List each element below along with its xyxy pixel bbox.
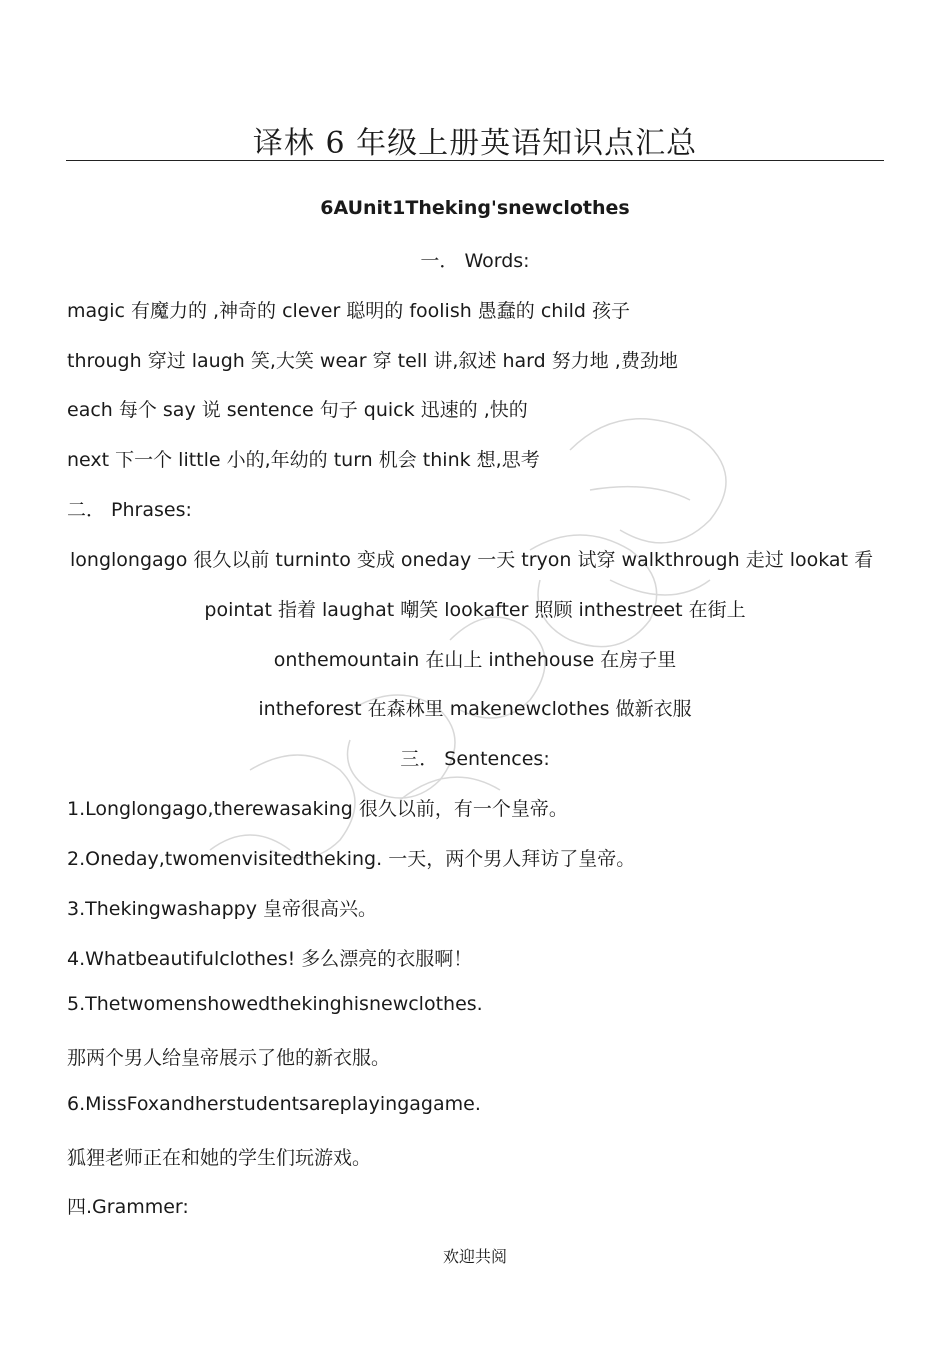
phrases-line: pointat 指着 laughat 嘲笑 lookafter 照顾 inthestreet 在街上 — [204, 599, 746, 621]
sentence-line: 2.Oneday,twomenvisitedtheking. 一天，两个男人拜访了皇帝。 — [67, 848, 636, 870]
sentence-line: 1.Longlongago,therewasaking 很久以前，有一个皇帝。 — [67, 798, 568, 820]
phrases-line: intheforest 在森林里 makenewclothes 做新衣服 — [258, 698, 692, 720]
grammar-heading: 四.Grammer: — [67, 1196, 189, 1218]
sentence-line: 那两个男人给皇帝展示了他的新衣服。 — [67, 1047, 391, 1069]
page-footer: 欢迎共阅 — [442, 1247, 507, 1266]
sentence-line: 5.Thetwomenshowedthekinghisnewclothes. — [67, 993, 483, 1015]
words-heading: 一． Words: — [420, 250, 530, 272]
words-line: magic 有魔力的 ,神奇的 clever 聪明的 foolish 愚蠢的 child 孩子 — [67, 300, 630, 322]
words-line: each 每个 say 说 sentence 句子 quick 迅速的 ,快的 — [67, 399, 528, 421]
sentence-line: 狐狸老师正在和她的学生们玩游戏。 — [67, 1147, 372, 1169]
sentence-line: 6.MissFoxandherstudentsareplayingagame. — [67, 1093, 481, 1115]
sentences-heading: 三． Sentences: — [400, 748, 550, 770]
title-divider — [66, 160, 884, 161]
words-line: next 下一个 little 小的,年幼的 turn 机会 think 想,思考 — [67, 449, 540, 471]
sentence-line: 4.Whatbeautifulclothes! 多么漂亮的衣服啊！ — [67, 948, 473, 970]
sentence-line: 3.Thekingwashappy 皇帝很高兴。 — [67, 898, 378, 920]
words-line: through 穿过 laugh 笑,大笑 wear 穿 tell 讲,叙述 hard 努力地 ,费劲地 — [67, 350, 678, 372]
unit-heading: 6AUnit1Theking'snewclothes — [320, 197, 630, 219]
phrases-line: onthemountain 在山上 inthehouse 在房子里 — [273, 649, 677, 671]
phrases-line: longlongago 很久以前 turninto 变成 oneday 一天 tryon 试穿 walkthrough 走过 lookat 看 — [70, 549, 874, 571]
page-title: 译林 6 年级上册英语知识点汇总 — [252, 126, 698, 161]
phrases-heading: 二． Phrases: — [67, 499, 192, 521]
